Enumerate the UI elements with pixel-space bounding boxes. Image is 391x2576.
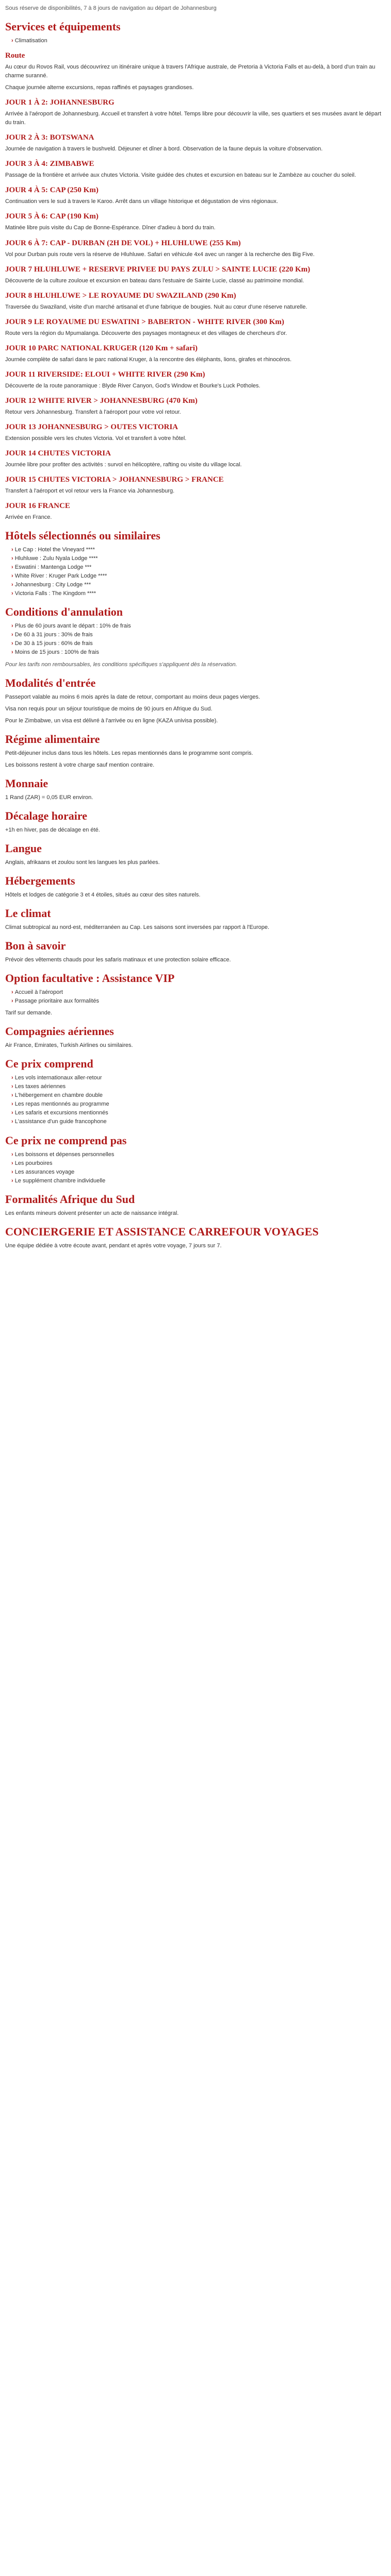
day-title: JOUR 6 À 7: CAP - DURBAN (2H DE VOL) + HLUHLUWE (255 Km) <box>5 239 241 247</box>
service-item: › Climatisation <box>11 37 386 45</box>
day-title: JOUR 8 HLUHLUWE > LE ROYAUME DU SWAZILAND (290 Km) <box>5 291 236 300</box>
climat-text: Climat subtropical au nord-est, méditerranéen au Cap. Les saisons sont inversées par rapport à l'Europe. <box>5 924 270 930</box>
day-block <box>5 397 386 417</box>
day-block <box>5 318 386 338</box>
formalites2-text: Les enfants mineurs doivent présenter un acte de naissance intégral. <box>5 1210 179 1216</box>
day-text: Route vers la région du Mpumalanga. Découverte des paysages montagneux et des villages de chercheurs d'or. <box>5 330 287 336</box>
day-title: JOUR 12 WHITE RIVER > JOHANNESBURG (470 Km) <box>5 396 198 405</box>
day-text: Continuation vers le sud à travers le Karoo. Arrêt dans un village historique et dégustation de vins régionaux. <box>5 198 278 205</box>
bon-text: Prévoir des vêtements chauds pour les safaris matinaux et une protection solaire efficace. <box>5 957 231 963</box>
day-text: Traversée du Swaziland, visite d'un marché artisanal et d'une fabrique de bougies. Nuit au cœur d'une réserve naturelle. <box>5 303 307 310</box>
comprend-heading: Ce prix comprend <box>5 1057 93 1071</box>
day-text: Extension possible vers les chutes Victoria. Vol et transfert à votre hôtel. <box>5 435 187 442</box>
comprend-item: › Les taxes aériennes <box>11 1082 386 1091</box>
day-text: Matinée libre puis visite du Cap de Bonne-Espérance. Dîner d'adieu à bord du train. <box>5 225 216 231</box>
hotel-item: › Le Cap : Hotel the Vineyard **** <box>11 546 386 554</box>
formalites-para: Visa non requis pour un séjour touristique de moins de 90 jours en Afrique du Sud. <box>5 705 213 712</box>
day-title: JOUR 2 À 3: BOTSWANA <box>5 133 94 142</box>
hotel-item: › Johannesburg : City Lodge *** <box>11 581 386 589</box>
day-title: JOUR 10 PARC NATIONAL KRUGER (120 Km + safari) <box>5 344 198 352</box>
day-block <box>5 98 386 127</box>
day-text: Journée complète de safari dans le parc national Kruger, à la rencontre des éléphants, lions, girafes et rhinocéros. <box>5 356 292 363</box>
day-title: JOUR 9 LE ROYAUME DU ESWATINI > BABERTON - WHITE RIVER (300 Km) <box>5 317 284 326</box>
day-title: JOUR 4 À 5: CAP (250 Km) <box>5 186 99 195</box>
formalites-heading: Modalités d'entrée <box>5 676 96 689</box>
day-title: JOUR 1 À 2: JOHANNESBURG <box>5 98 115 107</box>
condition-item: › Plus de 60 jours avant le départ : 10% de frais <box>11 622 386 631</box>
formalites-para: Passeport valable au moins 6 mois après la date de retour, comportant au moins deux pages vierges. <box>5 693 260 700</box>
compagnie-text: Air France, Emirates, Turkish Airlines ou similaires. <box>5 1042 133 1049</box>
day-text: Passage de la frontière et arrivée aux chutes Victoria. Visite guidée des chutes et excursion en bateau sur le Zambèze au coucher du soleil. <box>5 172 356 179</box>
day-block <box>5 265 386 285</box>
monnaie-text: 1 Rand (ZAR) = 0,05 EUR environ. <box>5 794 93 801</box>
prix-heading: Option facultative : Assistance VIP <box>5 972 175 985</box>
condition-item: › De 60 à 31 jours : 30% de frais <box>11 631 386 639</box>
page <box>0 0 391 1264</box>
day-title: JOUR 13 JOHANNESBURG > OUTES VICTORIA <box>5 422 178 431</box>
day-block <box>5 370 386 391</box>
conditions-note: Pour les tarifs non remboursables, les conditions spécifiques s'appliquent dès la réservation. <box>5 661 237 668</box>
regime-para: Petit-déjeuner inclus dans tous les hôtels. Les repas mentionnés dans le programme sont compris. <box>5 750 253 756</box>
day-text: Découverte de la culture zouloue et excursion en bateau dans l'estuaire de Sainte Lucie, classé au patrimoine mondial. <box>5 277 304 284</box>
hebergements-heading: Hébergements <box>5 874 75 887</box>
hotel-item: › Hluhluwe : Zulu Nyala Lodge **** <box>11 554 386 563</box>
langue-text: Anglais, afrikaans et zoulou sont les langues les plus parlées. <box>5 859 160 866</box>
day-title: JOUR 15 CHUTES VICTORIA > JOHANNESBURG > FRANCE <box>5 475 224 484</box>
hotels-list <box>5 546 386 598</box>
day-block <box>5 133 386 154</box>
ne-comprend-item: › Le supplément chambre individuelle <box>11 1177 386 1185</box>
day-block <box>5 239 386 259</box>
formalites2-heading: Formalités Afrique du Sud <box>5 1192 135 1206</box>
day-title: JOUR 3 À 4: ZIMBABWE <box>5 160 94 168</box>
ne-comprend-list <box>5 1150 386 1185</box>
route-heading: Route <box>5 52 25 60</box>
ne-comprend-heading: Ce prix ne comprend pas <box>5 1133 127 1147</box>
conditions-list <box>5 622 386 657</box>
day-text: Arrivée à l'aéroport de Johannesburg. Accueil et transfert à votre hôtel. Temps libre pour découvrir la ville, ses quartiers et ses musées avant le départ du train. <box>5 111 381 126</box>
bon-heading: Bon à savoir <box>5 939 66 953</box>
day-title: JOUR 5 À 6: CAP (190 Km) <box>5 212 99 221</box>
day-block <box>5 344 386 364</box>
day-text: Transfert à l'aéroport et vol retour vers la France via Johannesburg. <box>5 487 175 494</box>
conditions-heading: Conditions d'annulation <box>5 605 123 619</box>
langue-heading: Langue <box>5 841 42 855</box>
day-title: JOUR 16 FRANCE <box>5 501 70 510</box>
conciergerie-text: Une équipe dédiée à votre écoute avant, pendant et après votre voyage, 7 jours sur 7. <box>5 1242 222 1249</box>
comprend-item: › Les vols internationaux aller-retour <box>11 1074 386 1082</box>
condition-item: › De 30 à 15 jours : 60% de frais <box>11 639 386 648</box>
day-block <box>5 423 386 443</box>
prix-item: › Passage prioritaire aux formalités <box>11 997 386 1006</box>
prix-list <box>5 988 386 1006</box>
monnaie-heading: Monnaie <box>5 776 48 790</box>
day-block <box>5 292 386 312</box>
day-block <box>5 186 386 206</box>
hotel-item: › Eswatini : Mantenga Lodge *** <box>11 563 386 572</box>
route-para: Au cœur du Rovos Rail, vous découvrirez un itinéraire unique à travers l'Afrique australe, de Pretoria à Victoria Falls et au-delà, à bord d'un train au charme suranné. <box>5 64 376 79</box>
itinerary <box>5 98 386 522</box>
ne-comprend-item: › Les pourboires <box>11 1159 386 1168</box>
comprend-item: › Les safaris et excursions mentionnés <box>11 1109 386 1117</box>
day-text: Découverte de la route panoramique : Blyde River Canyon, God's Window et Bourke's Luck Potholes. <box>5 382 260 389</box>
hebergements-text: Hôtels et lodges de catégorie 3 et 4 étoiles, situés au cœur des sites naturels. <box>5 891 201 898</box>
day-block <box>5 449 386 469</box>
day-block <box>5 160 386 180</box>
route-para: Chaque journée alterne excursions, repas raffinés et paysages grandioses. <box>5 84 194 91</box>
comprend-item: › L'hébergement en chambre double <box>11 1091 386 1100</box>
formalites-para: Pour le Zimbabwe, un visa est délivré à l'arrivée ou en ligne (KAZA univisa possible). <box>5 717 218 724</box>
services-heading: Services et équipements <box>5 20 121 33</box>
decalage-heading: Décalage horaire <box>5 809 88 822</box>
intro-text: Sous réserve de disponibilités, 7 à 8 jours de navigation au départ de Johannesburg <box>5 5 217 11</box>
day-title: JOUR 7 HLUHLUWE + RESERVE PRIVEE DU PAYS ZULU > SAINTE LUCIE (220 Km) <box>5 265 311 274</box>
day-block <box>5 502 386 522</box>
prix-note: Tarif sur demande. <box>5 1010 53 1016</box>
day-title: JOUR 14 CHUTES VICTORIA <box>5 449 111 457</box>
condition-item: › Moins de 15 jours : 100% de frais <box>11 648 386 657</box>
day-text: Journée de navigation à travers le bushveld. Déjeuner et dîner à bord. Observation de la faune depuis la voiture d'observation. <box>5 146 323 152</box>
compagnie-heading: Compagnies aériennes <box>5 1025 114 1038</box>
hotel-item: › White River : Kruger Park Lodge **** <box>11 572 386 581</box>
hotels-heading: Hôtels sélectionnés ou similaires <box>5 529 160 543</box>
day-text: Journée libre pour profiter des activités : survol en hélicoptère, rafting ou visite du village local. <box>5 461 242 468</box>
ne-comprend-item: › Les assurances voyage <box>11 1168 386 1177</box>
prix-item: › Accueil à l'aéroport <box>11 988 386 997</box>
day-text: Arrivée en France. <box>5 514 52 520</box>
hotel-item: › Victoria Falls : The Kingdom **** <box>11 589 386 598</box>
services-list <box>5 37 386 45</box>
comprend-item: › Les repas mentionnés au programme <box>11 1100 386 1109</box>
day-title: JOUR 11 RIVERSIDE: ELOUI + WHITE RIVER (290 Km) <box>5 370 205 379</box>
day-block <box>5 212 386 232</box>
comprend-list <box>5 1074 386 1126</box>
regime-para: Les boissons restent à votre charge sauf mention contraire. <box>5 761 155 768</box>
regime-heading: Régime alimentaire <box>5 732 100 745</box>
day-block <box>5 476 386 496</box>
ne-comprend-item: › Les boissons et dépenses personnelles <box>11 1150 386 1159</box>
day-text: Vol pour Durban puis route vers la réserve de Hluhluwe. Safari en véhicule 4x4 avec un ranger à la recherche des Big Five. <box>5 251 315 258</box>
day-text: Retour vers Johannesburg. Transfert à l'aéroport pour votre vol retour. <box>5 409 181 415</box>
comprend-item: › L'assistance d'un guide francophone <box>11 1117 386 1126</box>
decalage-text: +1h en hiver, pas de décalage en été. <box>5 826 100 833</box>
climat-heading: Le climat <box>5 906 51 920</box>
conciergerie-heading: CONCIERGERIE ET ASSISTANCE CARREFOUR VOYAGES <box>5 1225 319 1238</box>
